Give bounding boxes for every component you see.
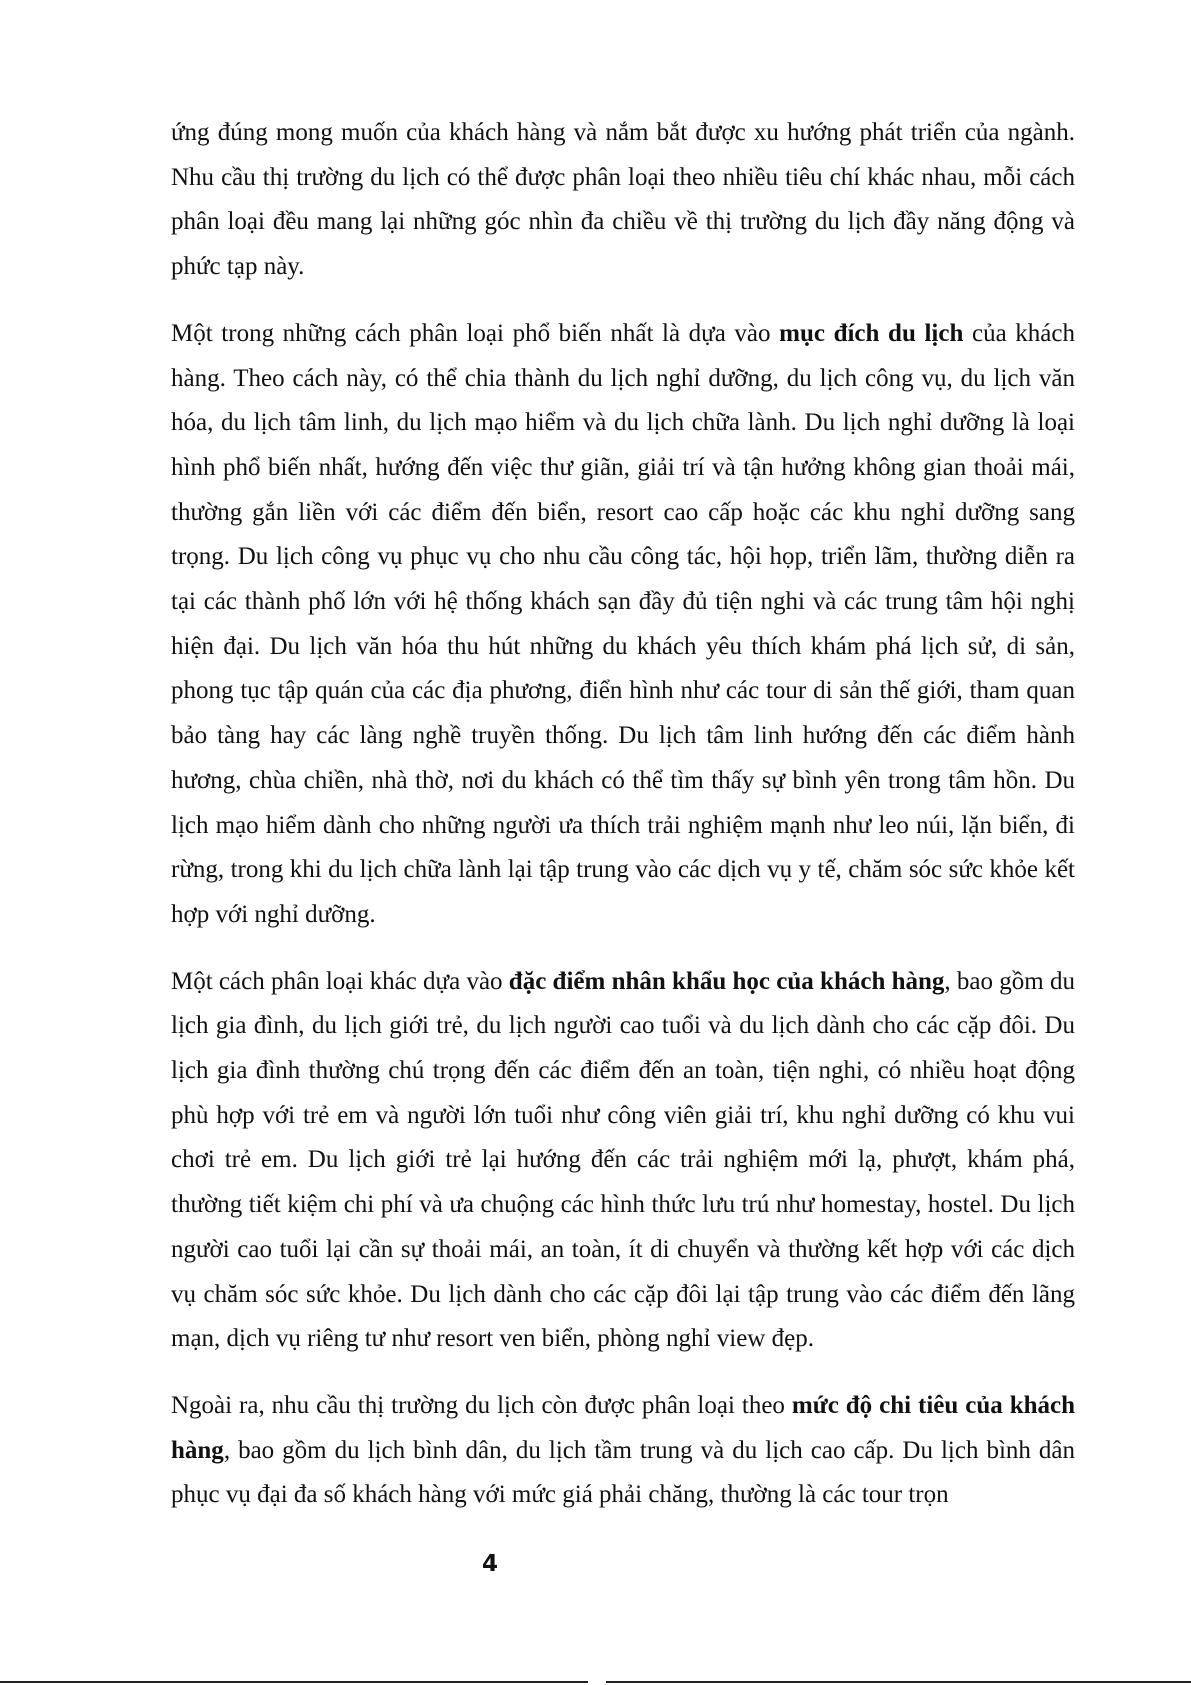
paragraph-intro-continuation xyxy=(171,111,1075,290)
page-number: 4 xyxy=(481,1551,498,1577)
paragraph-text-after: , bao gồm du lịch bình dân, du lịch tầm trung và du lịch cao cấp. Du lịch bình dân phục vụ đại đa số khách hàng với mức giá phải chăng, thường là các tour trọn xyxy=(171,1436,1075,1509)
paragraph-text: ứng đúng mong muốn của khách hàng và nắm bắt được xu hướng phát triển của ngành. Nhu cầu thị trường du lịch có thể được phân loại theo nhiều tiêu chí khác nhau, mỗi cách phân loại đều mang lại những góc nhìn đa chiều về thị trường du lịch đầy năng động và phức tạp này. xyxy=(171,119,1075,281)
paragraph-travel-purpose xyxy=(171,312,1075,938)
footer-divider-gap xyxy=(588,1679,606,1685)
paragraph-demographics xyxy=(171,960,1075,1362)
bold-term-demographics: đặc điểm nhân khẩu học của khách hàng xyxy=(508,967,945,995)
paragraph-spending-level xyxy=(171,1384,1075,1518)
paragraph-text-after: của khách hàng. Theo cách này, có thể chia thành du lịch nghỉ dưỡng, du lịch công vụ, du lịch văn hóa, du lịch tâm linh, du lịch mạo hiểm và du lịch chữa lành. Du lịch nghỉ dưỡng là loại hình phổ biến nhất, hướng đến việc thư giãn, giải trí và tận hưởng không gian thoải mái, thường gắn liền với các điểm đến biển, resort cao cấp hoặc các khu nghỉ dưỡng sang trọng. Du lịch công vụ phục vụ cho nhu cầu công tác, hội họp, triển lãm, thường diễn ra tại các thành phố lớn với hệ thống khách sạn đầy đủ tiện nghi và các trung tâm hội nghị hiện đại. Du lịch văn hóa thu hút những du khách yêu thích khám phá lịch sử, di sản, phong tục tập quán của các địa phương, điển hình như các tour di sản thế giới, tham quan bảo tàng hay các làng nghề truyền thống. Du lịch tâm linh hướng đến các điểm hành hương, chùa chiền, nhà thờ, nơi du khách có thể tìm thấy sự bình yên trong tâm hồn. Du lịch mạo hiểm dành cho những người ưa thích trải nghiệm mạnh như leo núi, lặn biển, đi rừng, trong khi du lịch chữa lành lại tập trung vào các dịch vụ y tế, chăm sóc sức khỏe kết hợp với nghỉ dưỡng. xyxy=(171,319,1075,928)
bold-term-travel-purpose: mục đích du lịch xyxy=(779,319,964,347)
body-text xyxy=(171,111,1075,1540)
paragraph-text-before: Một cách phân loại khác dựa vào xyxy=(171,967,509,995)
bold-term-spending-level: mức độ chi tiêu của khách hàng xyxy=(171,1391,1075,1464)
paragraph-text-before: Một trong những cách phân loại phổ biến nhất là dựa vào xyxy=(171,319,780,347)
paragraph-text-after: , bao gồm du lịch gia đình, du lịch giới trẻ, du lịch người cao tuổi và du lịch dành cho các cặp đôi. Du lịch gia đình thường chú trọng đến các điểm đến an toàn, tiện nghi, có nhiều hoạt động phù hợp với trẻ em và người lớn tuổi như công viên giải trí, khu nghỉ dưỡng có khu vui chơi trẻ em. Du lịch giới trẻ lại hướng đến các trải nghiệm mới lạ, phượt, khám phá, thường tiết kiệm chi phí và ưa chuộng các hình thức lưu trú như homestay, hostel. Du lịch người cao tuổi lại cần sự thoải mái, an toàn, ít di chuyển và thường kết hợp với các dịch vụ chăm sóc sức khỏe. Du lịch dành cho các cặp đôi lại tập trung vào các điểm đến lãng mạn, dịch vụ riêng tư như resort ven biển, phòng nghỉ view đẹp. xyxy=(171,967,1075,1353)
paragraph-text-before: Ngoài ra, nhu cầu thị trường du lịch còn được phân loại theo xyxy=(171,1391,792,1419)
